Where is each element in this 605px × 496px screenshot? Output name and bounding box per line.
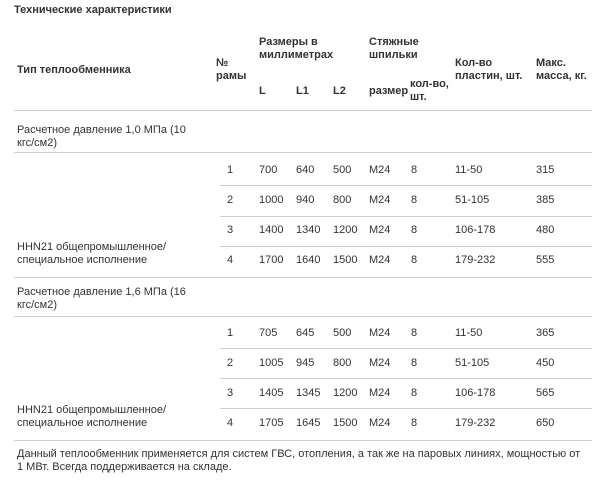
frame-cell: 1 [227, 164, 234, 176]
rule [14, 152, 592, 153]
mass-cell: 480 [536, 224, 555, 236]
type-label: ННN21 общепромышленное/ специальное исполнение [17, 404, 167, 429]
plates-cell: 179-232 [455, 417, 496, 429]
header-plates: Кол-во пластин, шт. [455, 57, 523, 82]
plates-cell: 106-178 [455, 224, 496, 236]
plates-cell: 51-105 [455, 194, 490, 206]
l-cell: 1700 [259, 254, 284, 266]
l-cell: 1705 [259, 417, 284, 429]
mass-cell: 365 [536, 327, 555, 339]
l-cell: 1400 [259, 224, 284, 236]
size-cell: M24 [369, 164, 391, 176]
l1-cell: 645 [296, 327, 315, 339]
plates-cell: 11-50 [455, 327, 483, 339]
rule [220, 246, 592, 247]
size-cell: M24 [369, 254, 391, 266]
frame-cell: 4 [227, 254, 234, 266]
rule [14, 277, 592, 278]
page-title: Технические характеристики [14, 4, 172, 16]
qty-cell: 8 [411, 224, 418, 236]
l-cell: 700 [259, 164, 278, 176]
size-cell: M24 [369, 327, 391, 339]
rule [220, 378, 592, 379]
mass-cell: 385 [536, 194, 555, 206]
l2-cell: 800 [333, 194, 352, 206]
mass-cell: 315 [536, 164, 555, 176]
qty-cell: 8 [411, 387, 418, 399]
qty-cell: 8 [411, 194, 418, 206]
frame-cell: 2 [227, 357, 234, 369]
header-frame: № рамы [216, 57, 247, 82]
footer-note: Данный теплообменник применяется для систем ГВС, отопления, а так же на паровых линиях, мощностью от 1 МВт. Всегда поддерживается на складе. [17, 448, 581, 473]
frame-cell: 3 [227, 387, 234, 399]
header-l2: L2 [333, 85, 346, 97]
header-l: L [259, 85, 266, 97]
l2-cell: 1500 [333, 254, 358, 266]
header-mass: Макс. масса, кг. [536, 57, 587, 82]
header-sizes: Размеры в миллиметрах [259, 36, 334, 61]
l2-cell: 800 [333, 357, 352, 369]
frame-cell: 2 [227, 194, 234, 206]
l-cell: 1405 [259, 387, 284, 399]
mass-cell: 555 [536, 254, 555, 266]
header-qty: кол-во, шт. [410, 78, 449, 103]
l-cell: 1000 [259, 194, 284, 206]
l1-cell: 1645 [296, 417, 321, 429]
qty-cell: 8 [411, 254, 418, 266]
rule [220, 348, 592, 349]
qty-cell: 8 [411, 417, 418, 429]
l2-cell: 1200 [333, 224, 358, 236]
size-cell: M24 [369, 224, 391, 236]
frame-cell: 1 [227, 327, 234, 339]
header-studs: Стяжные шпильки [369, 36, 419, 61]
l2-cell: 500 [333, 327, 352, 339]
rule [220, 185, 592, 186]
l2-cell: 1500 [333, 417, 358, 429]
l2-cell: 1200 [333, 387, 358, 399]
header-l1: L1 [296, 85, 309, 97]
rule [220, 216, 592, 217]
size-cell: M24 [369, 387, 391, 399]
mass-cell: 650 [536, 417, 555, 429]
size-cell: M24 [369, 417, 391, 429]
l1-cell: 940 [296, 194, 315, 206]
pressure-label: Расчетное давление 1,6 МПа (16 кгс/см2) [17, 286, 186, 311]
qty-cell: 8 [411, 357, 418, 369]
header-size: размер [369, 85, 409, 97]
plates-cell: 11-50 [455, 164, 483, 176]
rule [220, 408, 592, 409]
rule [14, 110, 592, 111]
l-cell: 705 [259, 327, 278, 339]
header-type: Тип теплообменника [17, 64, 131, 76]
l1-cell: 1340 [296, 224, 321, 236]
pressure-label: Расчетное давление 1,0 МПа (10 кгс/см2) [17, 124, 186, 149]
frame-cell: 4 [227, 417, 234, 429]
type-label: ННN21 общепромышленное/ специальное исполнение [17, 241, 167, 266]
frame-cell: 3 [227, 224, 234, 236]
l1-cell: 640 [296, 164, 315, 176]
size-cell: M24 [369, 194, 391, 206]
qty-cell: 8 [411, 327, 418, 339]
qty-cell: 8 [411, 164, 418, 176]
mass-cell: 565 [536, 387, 555, 399]
l1-cell: 945 [296, 357, 315, 369]
plates-cell: 106-178 [455, 387, 496, 399]
mass-cell: 450 [536, 357, 555, 369]
l1-cell: 1640 [296, 254, 321, 266]
rule [14, 316, 592, 317]
plates-cell: 179-232 [455, 254, 496, 266]
l1-cell: 1345 [296, 387, 321, 399]
l2-cell: 500 [333, 164, 352, 176]
plates-cell: 51-105 [455, 357, 490, 369]
rule [14, 440, 592, 441]
size-cell: M24 [369, 357, 391, 369]
l-cell: 1005 [259, 357, 284, 369]
